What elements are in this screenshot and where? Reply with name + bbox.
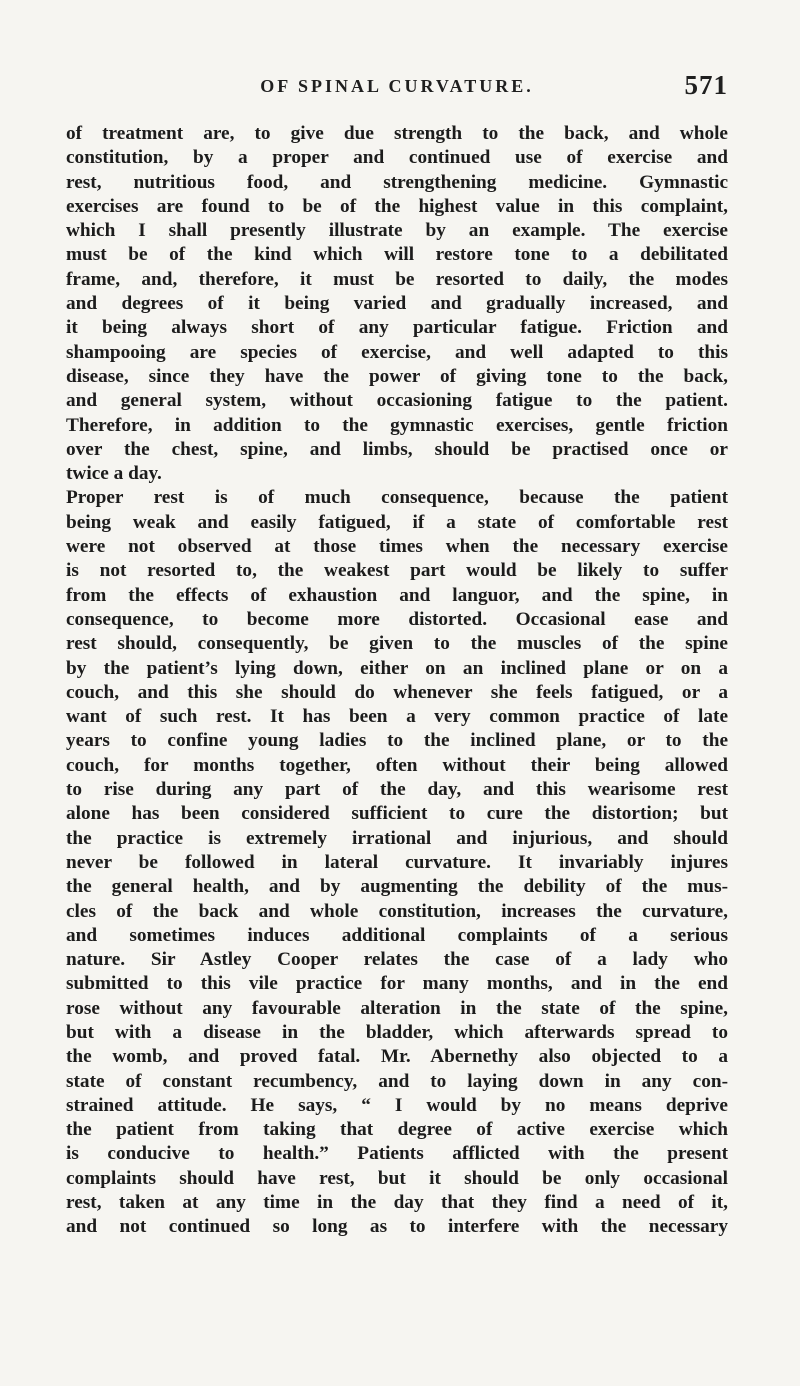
- text-line: the womb, and proved fatal. Mr. Abernethy also objected to a: [66, 1046, 728, 1068]
- text-line: rest, taken at any time in the day that they find a need of it,: [66, 1192, 728, 1214]
- text-line: and degrees of it being varied and gradually increased, and: [66, 293, 728, 315]
- text-line: exercises are found to be of the highest value in this complaint,: [66, 195, 728, 217]
- text-line: must be of the kind which will restore tone to a debilitated: [66, 244, 728, 266]
- text-line: and sometimes induces additional complaints of a serious: [66, 924, 728, 946]
- text-line: is conducive to health.” Patients afflicted with the present: [66, 1143, 728, 1165]
- text-line: over the chest, spine, and limbs, should be practised once or: [66, 438, 728, 460]
- text-line: never be followed in lateral curvature. It invariably injures: [66, 851, 728, 873]
- text-line: couch, and this she should do whenever she feels fatigued, or a: [66, 681, 728, 703]
- text-line: is not resorted to, the weakest part would be likely to suffer: [66, 560, 728, 582]
- text-line: complaints should have rest, but it should be only occasional: [66, 1167, 728, 1189]
- text-line: frame, and, therefore, it must be resorted to daily, the modes: [66, 268, 728, 290]
- text-line: from the effects of exhaustion and languor, and the spine, in: [66, 584, 728, 606]
- text-line: Proper rest is of much consequence, because the patient: [66, 487, 728, 509]
- text-line: want of such rest. It has been a very common practice of late: [66, 706, 728, 728]
- text-line: years to confine young ladies to the inclined plane, or to the: [66, 730, 728, 752]
- text-line: but with a disease in the bladder, which afterwards spread to: [66, 1021, 728, 1043]
- text-line: the patient from taking that degree of active exercise which: [66, 1119, 728, 1141]
- page-number: 571: [684, 70, 728, 100]
- running-title: OF SPINAL CURVATURE.: [260, 76, 534, 96]
- text-line: nature. Sir Astley Cooper relates the case of a lady who: [66, 949, 728, 971]
- text-line: the practice is extremely irrational and injurious, and should: [66, 827, 728, 849]
- text-line: twice a day.: [66, 463, 162, 485]
- text-line: rest should, consequently, be given to the muscles of the spine: [66, 633, 728, 655]
- text-line: to rise during any part of the day, and this wearisome rest: [66, 779, 728, 801]
- text-line: rose without any favourable alteration in the state of the spine,: [66, 997, 728, 1019]
- text-line: and general system, without occasioning fatigue to the patient.: [66, 390, 728, 412]
- text-line: couch, for months together, often without their being allowed: [66, 754, 728, 776]
- text-line: shampooing are species of exercise, and well adapted to this: [66, 341, 728, 363]
- text-line: cles of the back and whole constitution, increases the curvature,: [66, 900, 728, 922]
- text-line: and not continued so long as to interfere with the necessary: [66, 1216, 728, 1238]
- text-line: of treatment are, to give due strength to the back, and whole: [66, 123, 728, 144]
- text-line: consequence, to become more distorted. Occasional ease and: [66, 608, 728, 630]
- text-line: it being always short of any particular fatigue. Friction and: [66, 317, 728, 339]
- text-line: disease, since they have the power of giving tone to the back,: [66, 365, 728, 387]
- text-line: submitted to this vile practice for many months, and in the end: [66, 973, 728, 995]
- text-line: rest, nutritious food, and strengthening medicine. Gymnastic: [66, 171, 728, 193]
- text-line: Therefore, in addition to the gymnastic exercises, gentle friction: [66, 414, 728, 436]
- text-line: being weak and easily fatigued, if a state of comfortable rest: [66, 511, 728, 533]
- text-line: constitution, by a proper and continued use of exercise and: [66, 147, 728, 169]
- text-line: strained attitude. He says, “ I would by no means deprive: [66, 1094, 728, 1116]
- text-line: which I shall presently illustrate by an example. The exercise: [66, 220, 728, 242]
- text-line: the general health, and by augmenting the debility of the mus-: [66, 876, 728, 898]
- text-line: alone has been considered sufficient to cure the distortion; but: [66, 803, 728, 825]
- running-head: [66, 70, 728, 110]
- body-text: [66, 122, 728, 1240]
- text-line: by the patient’s lying down, either on an inclined plane or on a: [66, 657, 728, 679]
- text-line: state of constant recumbency, and to laying down in any con-: [66, 1070, 728, 1092]
- text-line: were not observed at those times when the necessary exercise: [66, 536, 728, 558]
